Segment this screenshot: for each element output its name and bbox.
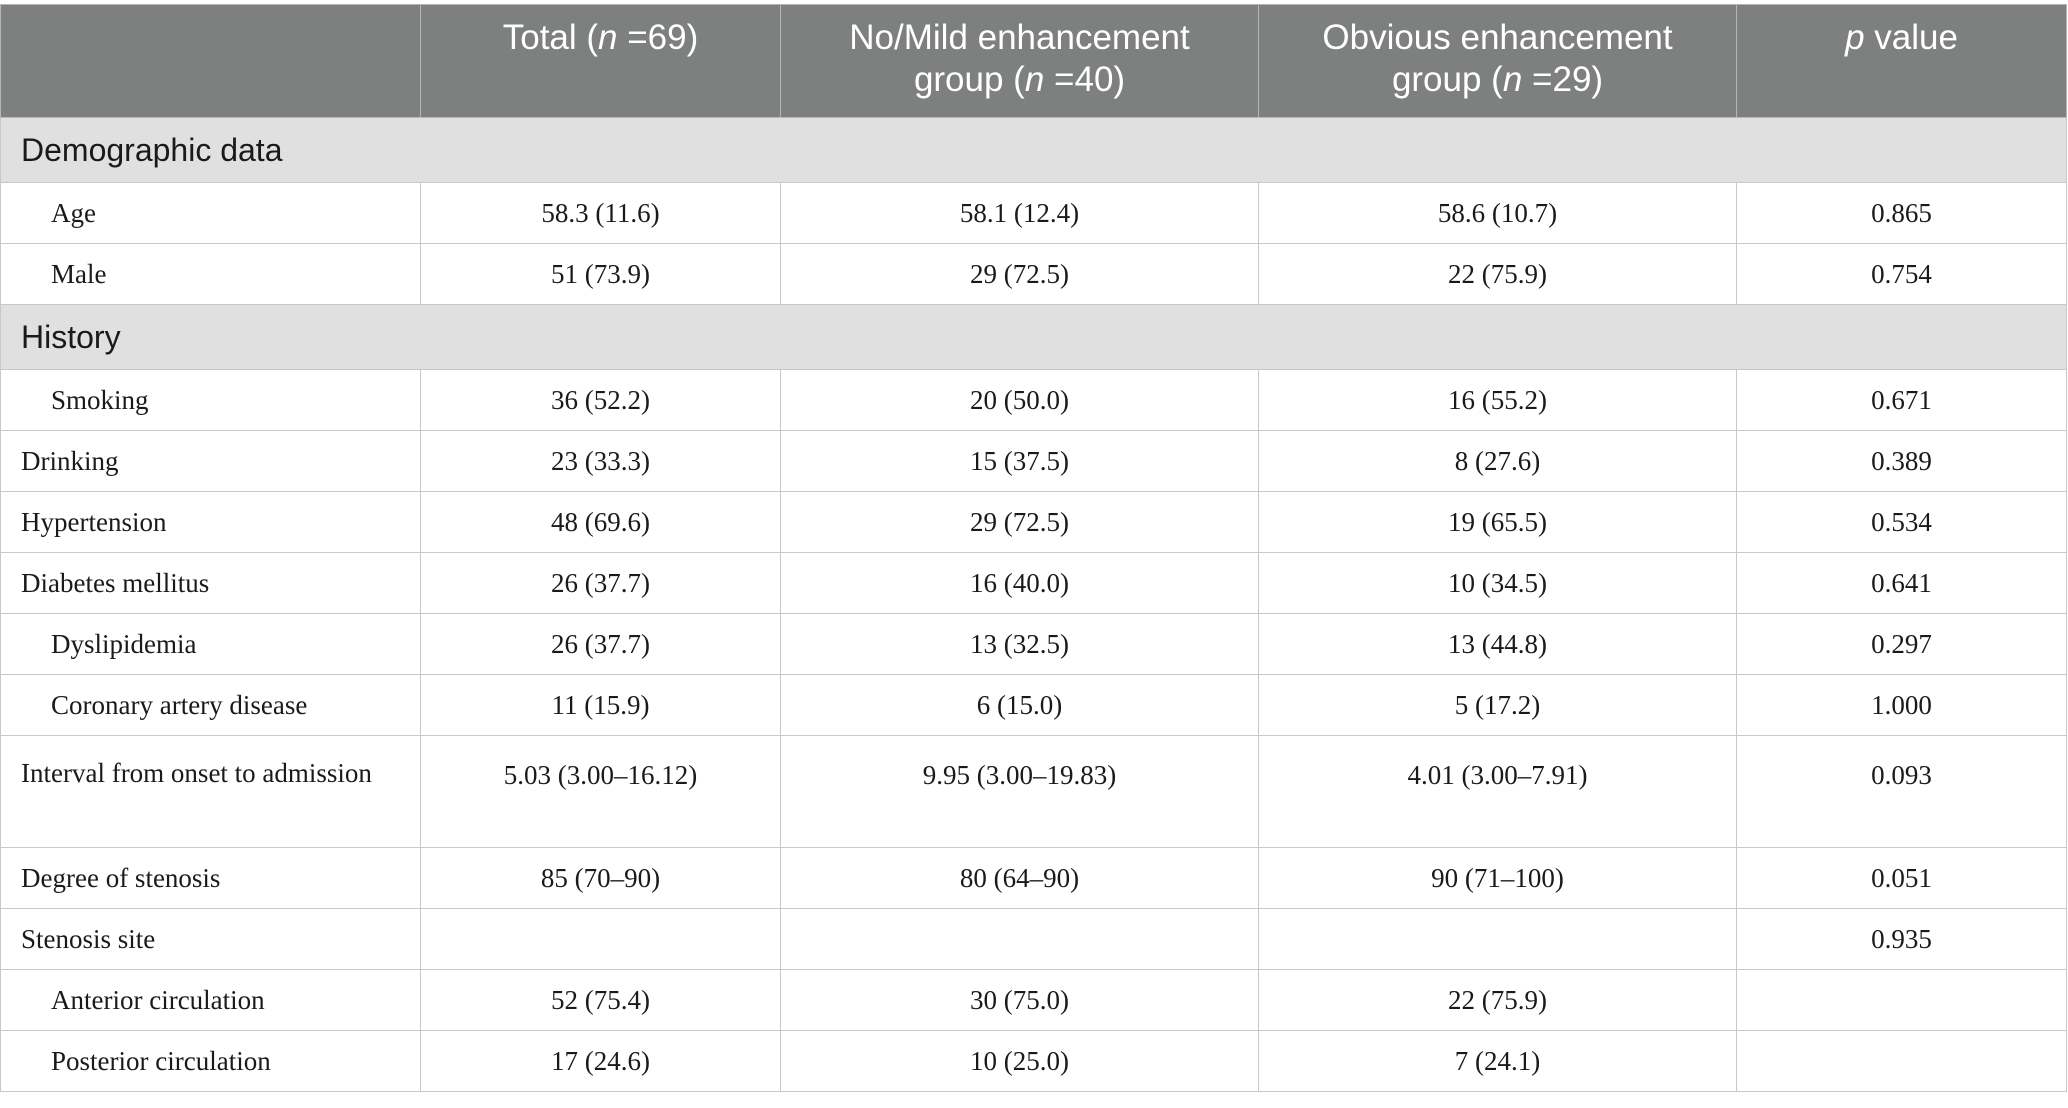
row-label: Interval from onset to admission [1,736,421,848]
table-row [1,970,2067,1031]
cell-obvious: 4.01 (3.00–7.91) [1259,736,1737,848]
cell-mild: 15 (37.5) [781,431,1259,492]
header-row [1,5,2067,118]
cell-obvious: 19 (65.5) [1259,492,1737,553]
table-row [1,736,2067,848]
cell-obvious: 58.6 (10.7) [1259,183,1737,244]
cell-total: 5.03 (3.00–16.12) [421,736,781,848]
cell-mild: 30 (75.0) [781,970,1259,1031]
cell-total: 85 (70–90) [421,848,781,909]
cell-obvious: 7 (24.1) [1259,1031,1737,1092]
cell-obvious: 22 (75.9) [1259,970,1737,1031]
row-label: Degree of stenosis [1,848,421,909]
cell-total: 36 (52.2) [421,370,781,431]
row-label: Anterior circulation [1,970,421,1031]
cell-mild: 6 (15.0) [781,675,1259,736]
table-row [1,492,2067,553]
cell-obvious: 13 (44.8) [1259,614,1737,675]
cell-obvious: 16 (55.2) [1259,370,1737,431]
cell-total: 17 (24.6) [421,1031,781,1092]
table-row [1,614,2067,675]
table-row [1,431,2067,492]
cell-obvious: 5 (17.2) [1259,675,1737,736]
cell-obvious: 22 (75.9) [1259,244,1737,305]
section-title: History [1,305,2067,370]
cell-obvious: 10 (34.5) [1259,553,1737,614]
cell-total: 26 (37.7) [421,614,781,675]
cell-p-value: 0.754 [1737,244,2067,305]
cell-p-value: 0.865 [1737,183,2067,244]
cell-p-value: 0.935 [1737,909,2067,970]
cell-total: 26 (37.7) [421,553,781,614]
header-total: Total (n =69) [421,5,781,118]
table-row [1,183,2067,244]
cell-p-value: 0.671 [1737,370,2067,431]
header-empty-cell [1,5,421,118]
cell-mild: 13 (32.5) [781,614,1259,675]
cell-total: 51 (73.9) [421,244,781,305]
row-label: Diabetes mellitus [1,553,421,614]
cell-p-value [1737,970,2067,1031]
cell-total: 52 (75.4) [421,970,781,1031]
row-label: Coronary artery disease [1,675,421,736]
cell-p-value [1737,1031,2067,1092]
cell-p-value: 0.389 [1737,431,2067,492]
cell-mild: 10 (25.0) [781,1031,1259,1092]
table-row [1,675,2067,736]
row-label: Hypertension [1,492,421,553]
cell-p-value: 0.297 [1737,614,2067,675]
table-row [1,1031,2067,1092]
cell-total: 11 (15.9) [421,675,781,736]
cell-mild: 9.95 (3.00–19.83) [781,736,1259,848]
cell-obvious: 8 (27.6) [1259,431,1737,492]
cell-total: 23 (33.3) [421,431,781,492]
cell-p-value: 0.051 [1737,848,2067,909]
header-mild-group: No/Mild enhancement group (n =40) [781,5,1259,118]
cell-p-value: 1.000 [1737,675,2067,736]
row-label: Age [1,183,421,244]
table-row [1,553,2067,614]
table-row [1,848,2067,909]
cell-mild: 58.1 (12.4) [781,183,1259,244]
cell-mild: 80 (64–90) [781,848,1259,909]
cell-obvious: 90 (71–100) [1259,848,1737,909]
row-label: Posterior circulation [1,1031,421,1092]
cell-p-value: 0.093 [1737,736,2067,848]
cell-total [421,909,781,970]
header-obvious-group: Obvious enhancement group (n =29) [1259,5,1737,118]
table-row [1,244,2067,305]
cell-obvious [1259,909,1737,970]
table-row [1,909,2067,970]
cell-mild: 16 (40.0) [781,553,1259,614]
row-label: Smoking [1,370,421,431]
row-label: Drinking [1,431,421,492]
table-row [1,370,2067,431]
section-row-demographic [1,118,2067,183]
section-row-history [1,305,2067,370]
cell-mild: 20 (50.0) [781,370,1259,431]
section-title: Demographic data [1,118,2067,183]
row-label: Dyslipidemia [1,614,421,675]
cell-total: 48 (69.6) [421,492,781,553]
cell-mild: 29 (72.5) [781,244,1259,305]
row-label: Male [1,244,421,305]
header-p-value: p value [1737,5,2067,118]
cell-mild [781,909,1259,970]
cell-p-value: 0.641 [1737,553,2067,614]
cell-p-value: 0.534 [1737,492,2067,553]
cell-total: 58.3 (11.6) [421,183,781,244]
characteristics-table [0,4,2067,1092]
row-label: Stenosis site [1,909,421,970]
cell-mild: 29 (72.5) [781,492,1259,553]
